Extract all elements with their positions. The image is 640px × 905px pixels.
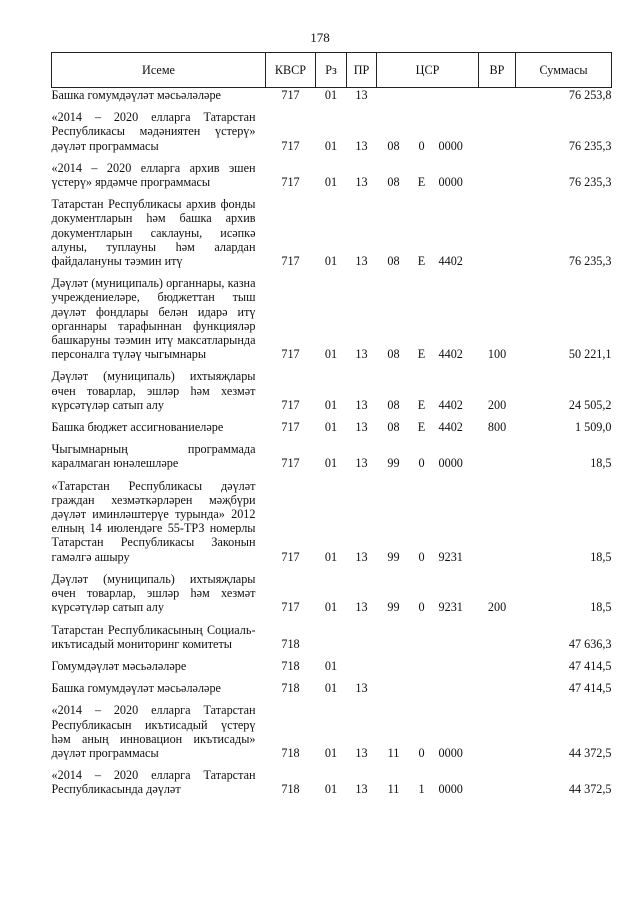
header-sum: Суммасы	[516, 53, 612, 88]
cell-kvsr: 717	[281, 397, 300, 412]
cell-vr	[479, 434, 516, 470]
cell-rz: 01	[324, 745, 338, 760]
cell-pr: 13	[355, 347, 368, 362]
cell-vr	[479, 471, 516, 564]
table-row	[52, 673, 612, 695]
cell-pr: 13	[355, 456, 368, 471]
cell-rz: 01	[324, 347, 338, 362]
cell-csr-subprogram: 0	[418, 600, 425, 615]
cell-csr-direction: 0000	[438, 782, 463, 797]
cell-vr	[479, 153, 516, 189]
cell-csr-direction: 4402	[438, 397, 463, 412]
cell-name: «2014 – 2020 елларга архив эшен үстерү» ярдәмче программасы	[51, 160, 256, 190]
cell-csr-subprogram: 0	[418, 745, 425, 760]
cell-csr-direction: 0000	[438, 745, 463, 760]
cell-sum: 76 235,3	[568, 254, 612, 269]
cell-name: Дәүләт (муниципаль) ихтыяҗлары өчен товарлар, эшләр һәм хезмәт күрсәтүләр сатып алу	[51, 571, 256, 615]
cell-vr: 800	[487, 420, 507, 435]
cell-csr-subprogram	[411, 651, 433, 673]
cell-sum: 18,5	[590, 600, 612, 615]
cell-name: Дәүләт (муниципаль) ихтыяҗлары өчен товарлар, эшләр һәм хезмәт күрсәтүләр сатып алу	[51, 369, 256, 412]
cell-csr-subprogram: 1	[418, 782, 425, 797]
cell-pr: 13	[355, 600, 368, 615]
cell-csr-subprogram: 0	[418, 549, 425, 564]
table-row	[52, 361, 612, 412]
table-row	[52, 695, 612, 760]
cell-csr-direction: 9231	[438, 549, 463, 564]
table-row	[52, 153, 612, 189]
cell-csr-program: 99	[387, 456, 400, 471]
cell-csr-program	[377, 88, 411, 103]
cell-vr: 200	[487, 397, 507, 412]
table-row	[52, 651, 612, 673]
cell-vr	[479, 88, 516, 103]
cell-rz: 01	[324, 420, 338, 435]
cell-csr-subprogram: Е	[417, 347, 426, 362]
cell-csr-direction	[433, 615, 479, 651]
cell-rz: 01	[324, 254, 338, 269]
cell-pr	[347, 651, 377, 673]
cell-name: Башка гомумдәүләт мәсьәләләре	[51, 88, 221, 102]
cell-pr: 13	[355, 254, 368, 269]
cell-rz: 01	[324, 549, 338, 564]
cell-csr-program: 08	[387, 347, 400, 362]
cell-rz: 01	[324, 782, 338, 797]
cell-name: «2014 – 2020 елларга Татарстан Республикасы мәдәниятен үстерү» дәүләт программасы	[51, 110, 256, 153]
cell-csr-direction	[433, 673, 479, 695]
cell-csr-direction: 0000	[438, 175, 463, 190]
cell-csr-direction	[433, 88, 479, 103]
cell-csr-direction: 0000	[438, 456, 463, 471]
cell-kvsr: 717	[281, 254, 300, 269]
cell-kvsr: 717	[281, 600, 300, 615]
cell-csr-subprogram: Е	[417, 420, 426, 435]
cell-csr-subprogram: 0	[418, 456, 425, 471]
cell-sum: 76 235,3	[568, 138, 612, 153]
cell-name: Башка бюджет ассигнованиеләре	[51, 420, 224, 435]
cell-kvsr: 718	[281, 681, 300, 696]
cell-name: Дәүләт (муниципаль) органнары, казна учреждениеләре, бюджеттан тыш дәүләт фондлары белән идарә итү органнары тарафыннан функцияләр башкаруны тәэмин итү максатларында персоналга түләү чыгымнары	[51, 276, 256, 362]
cell-kvsr: 717	[281, 138, 300, 153]
cell-csr-direction: 9231	[438, 600, 463, 615]
cell-kvsr: 718	[281, 658, 300, 673]
cell-csr-direction: 4402	[438, 420, 463, 435]
cell-vr	[479, 189, 516, 268]
cell-csr-subprogram: Е	[417, 175, 426, 190]
cell-pr: 13	[355, 681, 368, 696]
cell-rz: 01	[324, 456, 338, 471]
cell-csr-direction: 4402	[438, 347, 463, 362]
cell-name: «2014 – 2020 елларга Татарстан Республикасын икътисадый үстерү һәм аның инновацион икътисады» дәүләт программасы	[51, 703, 256, 760]
cell-vr	[479, 651, 516, 673]
cell-vr: 200	[487, 600, 507, 615]
cell-sum: 24 505,2	[568, 397, 612, 412]
cell-name: «2014 – 2020 елларга Татарстан Республикасында дәүләт	[51, 768, 256, 797]
cell-name: «Татарстан Республикасы дәүләт граждан хезмәткәрләрен мәҗбүри дәүләт иминләштерүе турында» 2012 елның 14 июлендәге 55-ТРЗ номерлы Татарстан Республикасы Законын гамәлгә ашыру	[51, 478, 256, 564]
cell-pr: 13	[355, 138, 368, 153]
header-csr: ЦСР	[377, 53, 479, 88]
cell-sum: 76 253,8	[568, 88, 612, 102]
cell-pr: 13	[355, 88, 368, 102]
cell-kvsr: 717	[281, 456, 300, 471]
header-name: Исеме	[52, 53, 266, 88]
cell-csr-program: 08	[387, 254, 400, 269]
cell-csr-subprogram: Е	[417, 254, 426, 269]
cell-csr-program	[377, 651, 411, 673]
cell-name: Татарстан Республикасының Социаль-икътисадый мониторинг комитеты	[51, 622, 256, 651]
cell-vr	[479, 695, 516, 760]
cell-kvsr: 718	[281, 782, 300, 797]
cell-vr	[479, 673, 516, 695]
cell-rz: 01	[324, 658, 338, 673]
cell-csr-subprogram	[411, 88, 433, 103]
cell-vr	[479, 615, 516, 651]
table-header	[52, 53, 612, 88]
table-row	[52, 615, 612, 651]
cell-vr: 100	[487, 347, 507, 362]
cell-csr-subprogram	[411, 673, 433, 695]
cell-rz: 01	[324, 175, 338, 190]
cell-name: Чыгымнарның программада каралмаган юнәлешләре	[51, 442, 256, 471]
table-row	[52, 564, 612, 615]
cell-csr-program: 99	[387, 549, 400, 564]
header-rz: Рз	[316, 53, 347, 88]
table-row	[52, 268, 612, 361]
cell-kvsr: 717	[281, 420, 300, 435]
cell-sum: 44 372,5	[568, 745, 612, 760]
table-row	[52, 102, 612, 153]
cell-sum: 1 509,0	[574, 420, 612, 435]
cell-pr: 13	[355, 420, 368, 435]
cell-sum: 50 221,1	[568, 347, 612, 362]
cell-rz: 01	[324, 600, 338, 615]
cell-kvsr: 717	[281, 549, 300, 564]
cell-sum: 47 636,3	[568, 636, 612, 651]
cell-csr-program: 08	[387, 175, 400, 190]
cell-csr-subprogram	[411, 615, 433, 651]
cell-csr-direction: 4402	[438, 254, 463, 269]
cell-sum: 18,5	[590, 549, 612, 564]
cell-csr-direction	[433, 651, 479, 673]
cell-csr-program	[377, 615, 411, 651]
cell-rz: 01	[324, 138, 338, 153]
cell-sum: 47 414,5	[568, 658, 612, 673]
cell-rz	[316, 615, 347, 651]
cell-csr-program	[377, 673, 411, 695]
cell-kvsr: 718	[281, 636, 300, 651]
cell-sum: 44 372,5	[568, 782, 612, 797]
cell-kvsr: 717	[281, 347, 300, 362]
table-row	[52, 412, 612, 434]
cell-pr: 13	[355, 549, 368, 564]
cell-csr-program: 11	[387, 745, 400, 760]
cell-name: Гомумдәүләт мәсьәләләре	[51, 658, 187, 673]
cell-name: Башка гомумдәүләт мәсьәләләре	[51, 681, 221, 696]
cell-csr-program: 99	[387, 600, 400, 615]
cell-rz: 01	[324, 88, 338, 102]
cell-sum: 18,5	[590, 456, 612, 471]
budget-table	[51, 52, 612, 797]
page-number: 178	[310, 30, 330, 45]
cell-vr	[479, 102, 516, 153]
table-body	[52, 88, 612, 797]
table-row	[52, 88, 612, 103]
cell-rz: 01	[324, 681, 338, 696]
cell-csr-direction: 0000	[438, 138, 463, 153]
cell-pr: 13	[355, 745, 368, 760]
cell-csr-program: 08	[387, 420, 400, 435]
header-kvsr: КВСР	[266, 53, 316, 88]
cell-sum: 76 235,3	[568, 175, 612, 190]
table-row	[52, 434, 612, 470]
header-vr: ВР	[479, 53, 516, 88]
cell-csr-program: 11	[387, 782, 400, 797]
cell-kvsr: 717	[281, 175, 300, 190]
cell-csr-program: 08	[387, 138, 400, 153]
table-row	[52, 189, 612, 268]
cell-pr: 13	[355, 397, 368, 412]
cell-name: Татарстан Республикасы архив фонды документларын һәм башка архив документларын саклауны, исәпкә алуны, туплауны һәм алардан файдалануны тәэмин итү	[51, 197, 256, 269]
cell-sum: 47 414,5	[568, 681, 612, 696]
cell-kvsr: 717	[281, 88, 300, 102]
cell-csr-subprogram: Е	[417, 397, 426, 412]
table-row	[52, 471, 612, 564]
cell-kvsr: 718	[281, 745, 300, 760]
cell-vr	[479, 760, 516, 796]
cell-pr	[347, 615, 377, 651]
cell-pr: 13	[355, 175, 368, 190]
cell-csr-subprogram: 0	[418, 138, 425, 153]
cell-pr: 13	[355, 782, 368, 797]
table-row	[52, 760, 612, 796]
cell-csr-program: 08	[387, 397, 400, 412]
header-pr: ПР	[347, 53, 377, 88]
cell-rz: 01	[324, 397, 338, 412]
